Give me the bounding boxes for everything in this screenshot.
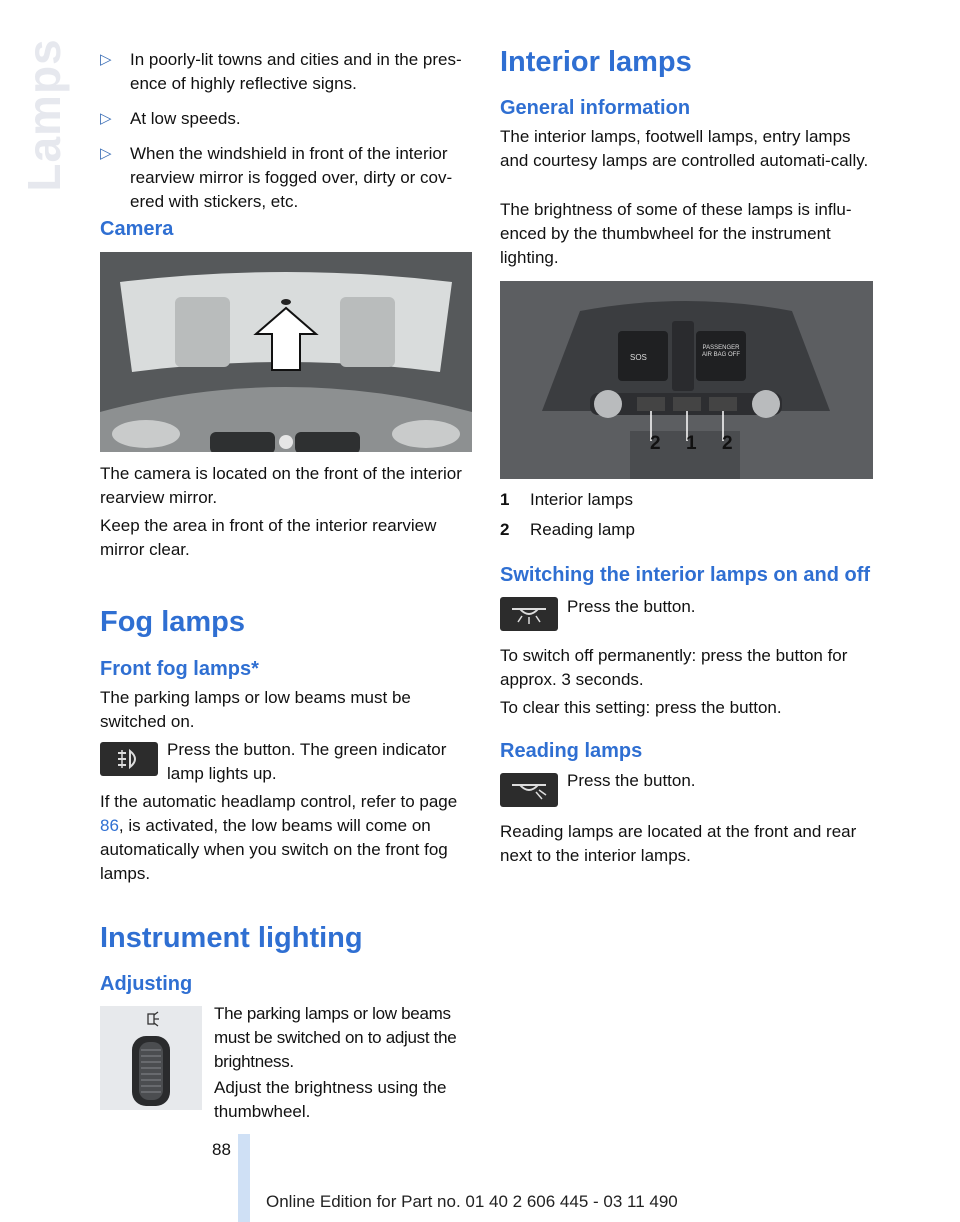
switching-paragraph-1: Press the button.	[567, 597, 696, 616]
legend-item: 2 Reading lamp	[500, 520, 635, 539]
interior-lamps-panel-photo	[500, 281, 873, 479]
front-fog-lamps-heading: Front fog lamps*	[100, 658, 259, 680]
page-reference-link[interactable]: 86	[100, 816, 119, 835]
callout-legend	[500, 490, 874, 550]
legend-item: 1 Interior lamps	[500, 490, 633, 509]
camera-heading: Camera	[100, 218, 174, 240]
general-information-heading: General information	[500, 97, 691, 119]
reading-lamp-button-icon	[500, 773, 558, 807]
adjusting-paragraph-1: The parking lamps or low beams must be switched on to adjust the brightness.	[214, 1004, 457, 1071]
camera-paragraph-1: The camera is located on the front of the interior rearview mirror.	[100, 464, 462, 507]
triangle-bullet-icon: ▷	[100, 51, 112, 68]
airbag-off-button-label: PASSENGER AIR BAG OFF	[701, 345, 740, 358]
callout-number: 1	[686, 433, 697, 454]
adjusting-heading: Adjusting	[100, 973, 193, 995]
instrument-lighting-heading: Instrument lighting	[100, 922, 363, 954]
switching-paragraph-2: To switch off permanently: press the button for approx. 3 seconds.	[500, 646, 848, 689]
reading-paragraph-1: Press the button.	[567, 771, 696, 790]
fog-lamps-heading: Fog lamps	[100, 606, 246, 638]
fog-paragraph-3: If the automatic headlamp control, refer to page 86, is activated, the low beams will come on automatically when you switch on the front fog lamps.	[100, 792, 458, 883]
adjusting-paragraph-2: Adjust the brightness using the thumbwheel.	[214, 1078, 447, 1121]
interior-lamps-heading: Interior lamps	[500, 46, 692, 78]
triangle-bullet-icon: ▷	[100, 145, 112, 162]
callout-number: 2	[722, 433, 733, 454]
switching-heading: Switching the interior lamps on and off	[500, 564, 871, 586]
list-item: ▷ When the windshield in front of the interior rearview mirror is fogged over, dirty or cov-ered with stickers, etc.	[100, 144, 453, 211]
camera-paragraph-2: Keep the area in front of the interior rearview mirror clear.	[100, 516, 437, 559]
callout-number: 2	[650, 433, 661, 454]
triangle-bullet-icon: ▷	[100, 110, 112, 127]
chapter-side-title: Lamps	[18, 38, 70, 192]
footer-edition-text: Online Edition for Part no. 01 40 2 606 445 - 03 11 490	[266, 1192, 678, 1211]
list-item: ▷ In poorly-lit towns and cities and in the pres-ence of highly reflective signs.	[100, 50, 462, 93]
general-paragraph-1: The interior lamps, footwell lamps, entry lamps and courtesy lamps are controlled automati-cally.	[500, 127, 869, 170]
fog-paragraph-2: Press the button. The green indicator lamp lights up.	[167, 740, 447, 783]
page-number: 88	[212, 1140, 231, 1159]
reading-paragraph-2: Reading lamps are located at the front and rear next to the interior lamps.	[500, 822, 857, 865]
fog-paragraph-1: The parking lamps or low beams must be switched on.	[100, 688, 411, 731]
front-fog-lamp-button-icon	[100, 742, 158, 776]
general-paragraph-2: The brightness of some of these lamps is influ-enced by the thumbwheel for the instrument lighting.	[500, 200, 852, 267]
sos-button-label: SOS	[630, 353, 647, 362]
list-item: ▷ At low speeds.	[100, 107, 472, 131]
camera-windshield-photo	[100, 252, 472, 452]
switching-paragraph-3: To clear this setting: press the button.	[500, 698, 782, 717]
interior-lamp-button-icon	[500, 597, 558, 631]
thumbwheel-illustration	[100, 1006, 202, 1110]
reading-lamps-heading: Reading lamps	[500, 740, 643, 762]
footer-accent-bar	[238, 1134, 250, 1222]
condition-list	[100, 48, 472, 225]
